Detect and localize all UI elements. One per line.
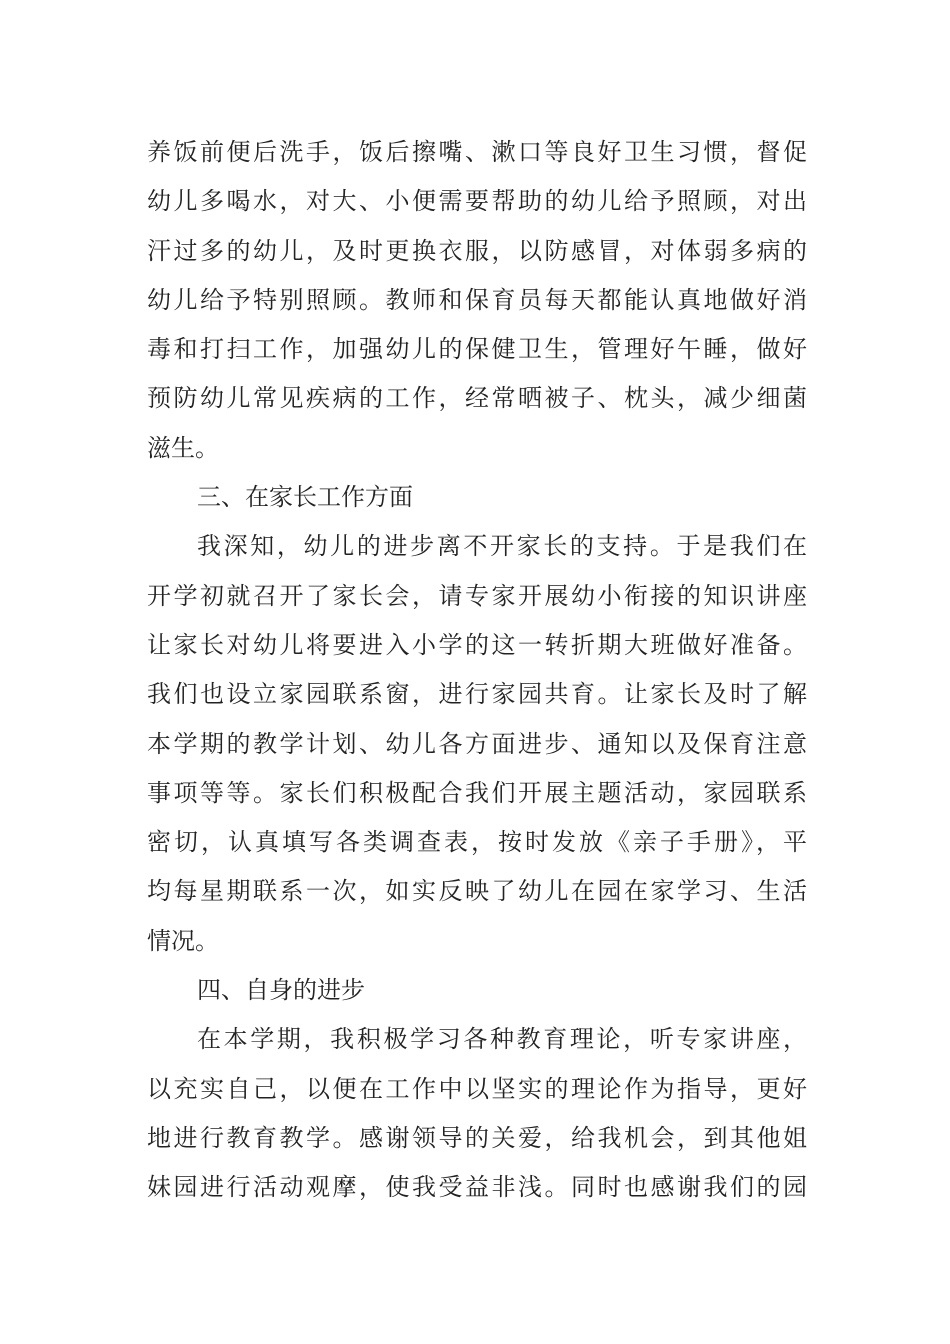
- text-line: 养饭前便后洗手，饭后擦嘴、漱口等良好卫生习惯，督促: [147, 138, 807, 166]
- text-line: 汗过多的幼儿，及时更换衣服，以防感冒，对体弱多病的: [147, 236, 807, 265]
- text-line: 情况。: [147, 926, 219, 955]
- text-line: 事项等等。家长们积极配合我们开展主题活动，家园联系: [147, 778, 807, 807]
- text-line: 本学期的教学计划、幼儿各方面进步、通知以及保育注意: [147, 729, 807, 758]
- text-line: 我们也设立家园联系窗，进行家园共育。让家长及时了解: [147, 680, 807, 709]
- text-line: 幼儿给予特别照顾。教师和保育员每天都能认真地做好消: [147, 285, 807, 314]
- text-line: 均每星期联系一次，如实反映了幼儿在园在家学习、生活: [147, 877, 807, 906]
- text-line: 地进行教育教学。感谢领导的关爱，给我机会，到其他姐: [147, 1123, 807, 1152]
- text-line: 让家长对幼儿将要进入小学的这一转折期大班做好准备。: [147, 630, 807, 659]
- text-line: 开学初就召开了家长会，请专家开展幼小衔接的知识讲座: [147, 581, 807, 610]
- text-line: 我深知，幼儿的进步离不开家长的支持。于是我们在: [197, 532, 807, 561]
- text-line: 在本学期，我积极学习各种教育理论，听专家讲座，: [197, 1025, 807, 1054]
- text-line: 滋生。: [147, 433, 219, 462]
- text-line: 密切，认真填写各类调查表，按时发放《亲子手册》，平: [147, 828, 807, 857]
- section-heading: 三、在家长工作方面: [197, 483, 413, 512]
- text-line: 以充实自己，以便在工作中以坚实的理论作为指导，更好: [147, 1074, 807, 1103]
- text-line: 预防幼儿常见疾病的工作，经常晒被子、枕头，减少细菌: [147, 384, 807, 413]
- section-heading: 四、自身的进步: [197, 976, 365, 1005]
- text-line: 幼儿多喝水，对大、小便需要帮助的幼儿给予照顾，对出: [147, 187, 807, 216]
- text-line: 妹园进行活动观摩，使我受益非浅。同时也感谢我们的园: [147, 1173, 807, 1202]
- text-line: 毒和打扫工作，加强幼儿的保健卫生，管理好午睡，做好: [147, 335, 807, 364]
- document-body: [147, 128, 807, 1213]
